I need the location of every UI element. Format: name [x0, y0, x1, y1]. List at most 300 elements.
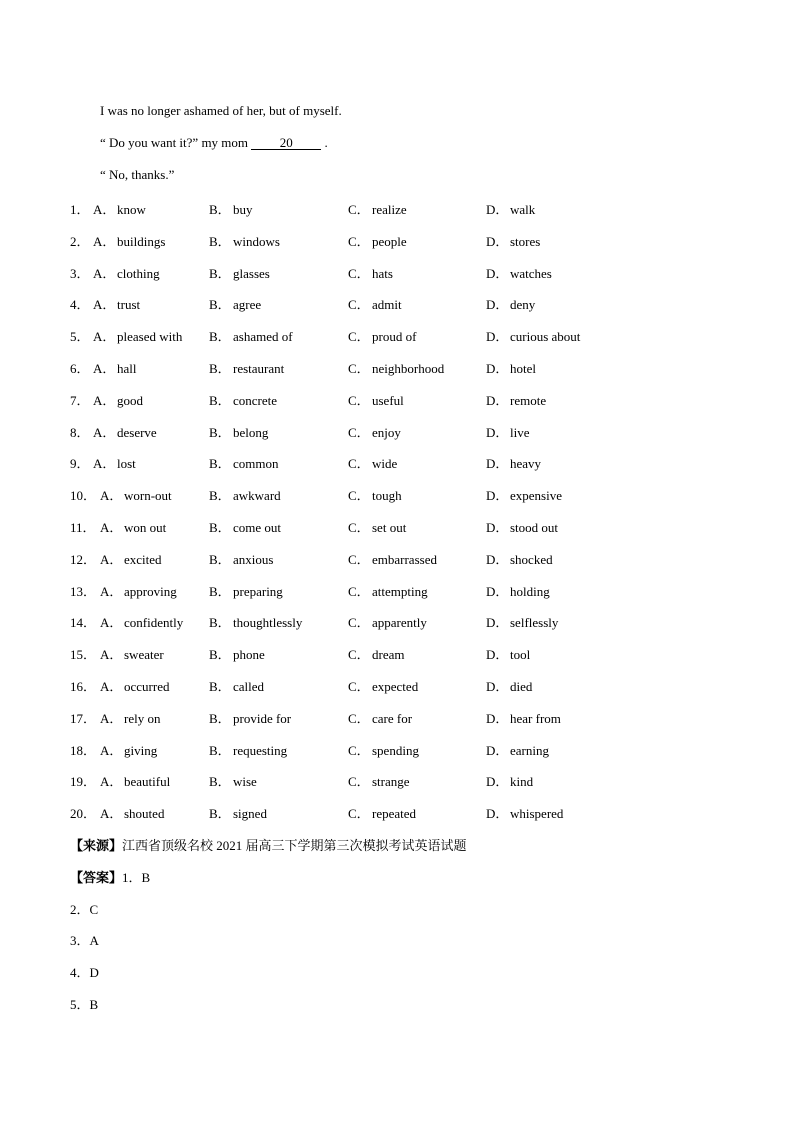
option-letter: B．: [209, 456, 231, 472]
option-text: apparently: [372, 615, 427, 631]
question-number: 5．: [70, 329, 90, 345]
option-c: [348, 485, 402, 504]
option-c: [348, 422, 401, 441]
option-letter: A．: [100, 679, 123, 694]
option-letter: C．: [348, 392, 370, 408]
question-row: [0, 612, 794, 632]
answer-item: 2．C: [70, 902, 99, 917]
option-text: useful: [372, 392, 404, 408]
option-text: tool: [510, 647, 531, 663]
option-letter: B．: [209, 424, 231, 440]
passage-text: .: [321, 135, 328, 150]
option-letter: B．: [209, 742, 231, 758]
option-letter: C．: [348, 583, 370, 599]
option-b: [209, 390, 277, 409]
option-letter: C．: [348, 202, 370, 217]
option-b: [209, 453, 279, 472]
question-row: [0, 422, 794, 442]
option-text: kind: [510, 774, 534, 790]
question-number: 17．: [70, 710, 97, 726]
question-number: 7．: [70, 392, 90, 408]
option-text: lost: [117, 456, 136, 472]
option-letter: C．: [348, 233, 370, 249]
option-letter: A．: [100, 551, 123, 567]
option-text: spending: [372, 742, 419, 758]
option-text: shouted: [124, 806, 165, 822]
option-letter: B．: [209, 774, 231, 790]
option-c: [348, 231, 407, 250]
option-letter: C．: [348, 520, 370, 535]
option-c: [348, 740, 419, 759]
option-b: [209, 326, 293, 345]
option-text: thoughtlessly: [233, 615, 303, 631]
option-letter: A．: [93, 265, 116, 281]
option-a: [100, 740, 157, 759]
option-c: [348, 199, 407, 218]
option-text: admit: [372, 297, 402, 313]
question-row: [0, 644, 794, 664]
option-letter: B．: [209, 710, 231, 726]
option-text: repeated: [372, 806, 417, 822]
option-text: shocked: [510, 551, 553, 567]
option-d: [486, 517, 558, 536]
option-text: remote: [510, 392, 547, 408]
option-letter: A．: [93, 392, 116, 408]
option-letter: A．: [100, 488, 123, 504]
option-letter: A．: [93, 297, 116, 313]
option-text: deny: [510, 297, 536, 313]
option-a: [93, 231, 165, 250]
question-number: 11．: [70, 520, 96, 535]
option-letter: D．: [486, 774, 509, 790]
option-letter: C．: [348, 806, 370, 822]
option-letter: C．: [348, 647, 370, 663]
option-d: [486, 581, 550, 600]
option-letter: A．: [93, 202, 116, 217]
option-letter: B．: [209, 615, 231, 631]
option-c: [348, 263, 393, 282]
passage-line-1: [100, 103, 342, 119]
question-row: [0, 358, 794, 378]
question-number: 12．: [70, 551, 97, 567]
question-number: 10．: [70, 488, 97, 504]
option-d: [486, 263, 552, 282]
option-d: [486, 294, 535, 313]
option-d: [486, 740, 549, 759]
option-text: provide for: [233, 710, 292, 726]
answer-label: 【答案】: [70, 871, 123, 886]
passage-text: I was no longer ashamed of her, but of myself.: [100, 103, 342, 118]
option-text: wise: [233, 774, 257, 790]
option-letter: D．: [486, 488, 509, 504]
option-letter: A．: [93, 361, 116, 376]
option-text: watches: [510, 265, 552, 281]
option-text: belong: [233, 424, 269, 440]
option-c: [348, 390, 404, 409]
option-text: buildings: [117, 233, 166, 249]
option-a: [100, 771, 170, 790]
option-a: [93, 453, 136, 472]
option-text: clothing: [117, 265, 160, 281]
option-d: [486, 708, 561, 727]
option-c: [348, 676, 418, 695]
option-b: [209, 708, 291, 727]
option-d: [486, 231, 540, 250]
option-text: hall: [117, 361, 137, 376]
option-a: [93, 358, 137, 377]
source-text: 江西省顶级名校 2021 届高三下学期第三次模拟考试英语试题: [122, 838, 467, 853]
option-text: dream: [372, 647, 405, 663]
option-letter: C．: [348, 774, 370, 790]
option-d: [486, 358, 536, 377]
option-b: [209, 612, 302, 631]
option-b: [209, 358, 284, 377]
option-text: expensive: [510, 488, 562, 504]
question-number: 4．: [70, 297, 90, 313]
option-text: restaurant: [233, 361, 285, 376]
option-b: [209, 231, 280, 250]
passage-line-2: [100, 135, 328, 151]
option-d: [486, 199, 535, 218]
option-letter: C．: [348, 679, 370, 694]
option-letter: D．: [486, 233, 509, 249]
question-row: [0, 803, 794, 823]
option-a: [93, 199, 146, 218]
option-text: won out: [124, 520, 167, 535]
option-text: heavy: [510, 456, 542, 472]
option-letter: B．: [209, 583, 231, 599]
option-text: requesting: [233, 742, 288, 758]
option-letter: D．: [486, 520, 509, 535]
option-text: hats: [372, 265, 393, 281]
question-number: 2．: [70, 233, 90, 249]
option-text: people: [372, 233, 407, 249]
option-a: [93, 422, 157, 441]
option-text: care for: [372, 710, 413, 726]
option-letter: A．: [93, 233, 116, 249]
option-letter: D．: [486, 329, 509, 345]
option-a: [93, 326, 182, 345]
option-letter: B．: [209, 647, 231, 663]
option-text: realize: [372, 202, 407, 217]
option-text: agree: [233, 297, 262, 313]
option-a: [100, 644, 164, 663]
answer-line-1: [70, 867, 150, 886]
option-letter: D．: [486, 202, 509, 217]
option-text: tough: [372, 488, 402, 504]
option-a: [100, 708, 160, 727]
option-letter: A．: [100, 647, 123, 663]
option-text: walk: [510, 202, 536, 217]
option-letter: B．: [209, 679, 231, 694]
option-letter: D．: [486, 297, 509, 313]
passage-line-3: [100, 167, 174, 183]
option-d: [486, 485, 562, 504]
option-b: [209, 422, 268, 441]
question-row: [0, 581, 794, 601]
option-letter: D．: [486, 583, 509, 599]
option-letter: B．: [209, 233, 231, 249]
option-letter: A．: [93, 329, 116, 345]
option-letter: C．: [348, 265, 370, 281]
option-text: buy: [233, 202, 253, 217]
option-letter: D．: [486, 551, 509, 567]
option-text: come out: [233, 520, 282, 535]
option-letter: B．: [209, 806, 231, 822]
option-b: [209, 740, 287, 759]
option-b: [209, 263, 270, 282]
option-c: [348, 581, 428, 600]
option-text: awkward: [233, 488, 281, 504]
option-letter: C．: [348, 424, 370, 440]
source-line: [70, 835, 467, 854]
question-number: 20．: [70, 806, 97, 822]
question-number: 19．: [70, 774, 97, 790]
option-a: [100, 581, 177, 600]
option-letter: D．: [486, 710, 509, 726]
option-text: whispered: [510, 806, 564, 822]
option-d: [486, 803, 563, 822]
option-text: stood out: [510, 520, 559, 535]
option-text: phone: [233, 647, 265, 663]
blank-20: 20: [251, 136, 321, 150]
option-letter: A．: [100, 583, 123, 599]
answer-line-2: [70, 899, 98, 918]
option-letter: D．: [486, 647, 509, 663]
answer-line-4: [70, 962, 99, 981]
question-number: 9．: [70, 456, 90, 472]
option-a: [93, 294, 140, 313]
option-c: [348, 803, 416, 822]
option-d: [486, 453, 541, 472]
option-b: [209, 517, 281, 536]
question-row: [0, 485, 794, 505]
option-text: live: [510, 424, 530, 440]
option-d: [486, 771, 533, 790]
option-letter: A．: [100, 742, 123, 758]
question-row: [0, 517, 794, 537]
option-a: [100, 612, 183, 631]
question-row: [0, 708, 794, 728]
question-row: [0, 740, 794, 760]
option-text: neighborhood: [372, 361, 445, 376]
option-a: [100, 803, 164, 822]
option-b: [209, 803, 267, 822]
answer-line-3: [70, 930, 99, 949]
option-letter: A．: [93, 424, 116, 440]
option-a: [93, 390, 143, 409]
option-letter: D．: [486, 615, 509, 631]
option-d: [486, 390, 546, 409]
option-letter: C．: [348, 361, 370, 376]
option-letter: B．: [209, 520, 231, 535]
option-text: signed: [233, 806, 267, 822]
option-text: called: [233, 679, 265, 694]
question-number: 15．: [70, 647, 97, 663]
option-text: anxious: [233, 551, 274, 567]
option-text: earning: [510, 742, 549, 758]
option-text: set out: [372, 520, 407, 535]
answer-line-5: [70, 994, 98, 1013]
passage-text: “ No, thanks.”: [100, 167, 175, 182]
option-letter: D．: [486, 456, 509, 472]
option-text: common: [233, 456, 279, 472]
option-text: sweater: [124, 647, 164, 663]
answer-item: 1．B: [122, 870, 151, 885]
option-a: [100, 517, 166, 536]
option-a: [93, 263, 160, 282]
option-text: occurred: [124, 679, 170, 694]
option-letter: D．: [486, 265, 509, 281]
option-b: [209, 676, 264, 695]
option-text: died: [510, 679, 533, 694]
question-row: [0, 771, 794, 791]
option-letter: C．: [348, 329, 370, 345]
option-letter: C．: [348, 710, 370, 726]
option-letter: B．: [209, 488, 231, 504]
option-b: [209, 199, 253, 218]
option-text: proud of: [372, 329, 417, 345]
option-letter: D．: [486, 392, 509, 408]
option-a: [100, 485, 172, 504]
question-number: 16．: [70, 679, 97, 694]
option-letter: B．: [209, 202, 231, 217]
option-text: preparing: [233, 583, 283, 599]
option-text: approving: [124, 583, 177, 599]
question-number: 14．: [70, 615, 97, 631]
option-b: [209, 549, 273, 568]
option-letter: D．: [486, 742, 509, 758]
question-number: 8．: [70, 424, 90, 440]
answer-item: 4．D: [70, 965, 99, 980]
question-row: [0, 326, 794, 346]
option-text: giving: [124, 742, 158, 758]
question-row: [0, 676, 794, 696]
option-letter: B．: [209, 551, 231, 567]
option-text: windows: [233, 233, 280, 249]
option-letter: A．: [100, 774, 123, 790]
option-c: [348, 453, 397, 472]
option-text: curious about: [510, 329, 581, 345]
option-letter: B．: [209, 361, 231, 376]
question-row: [0, 294, 794, 314]
option-a: [100, 549, 162, 568]
option-letter: C．: [348, 551, 370, 567]
option-text: pleased with: [117, 329, 183, 345]
option-d: [486, 676, 532, 695]
option-c: [348, 644, 404, 663]
option-letter: C．: [348, 742, 370, 758]
answer-item: 3．A: [70, 933, 99, 948]
option-text: excited: [124, 551, 162, 567]
option-d: [486, 612, 558, 631]
option-text: enjoy: [372, 424, 401, 440]
option-b: [209, 485, 281, 504]
option-letter: A．: [93, 456, 116, 472]
question-number: 1．: [70, 202, 90, 217]
option-c: [348, 517, 406, 536]
option-text: deserve: [117, 424, 157, 440]
option-letter: D．: [486, 679, 509, 694]
option-letter: A．: [100, 615, 123, 631]
option-text: concrete: [233, 392, 278, 408]
option-a: [100, 676, 169, 695]
option-text: worn-out: [124, 488, 172, 504]
option-text: trust: [117, 297, 141, 313]
option-d: [486, 326, 580, 345]
question-number: 6．: [70, 361, 90, 376]
option-b: [209, 644, 265, 663]
option-text: hotel: [510, 361, 536, 376]
option-c: [348, 294, 402, 313]
option-text: strange: [372, 774, 410, 790]
question-row: [0, 453, 794, 473]
option-d: [486, 422, 530, 441]
question-row: [0, 549, 794, 569]
option-text: holding: [510, 583, 550, 599]
option-letter: B．: [209, 297, 231, 313]
option-text: expected: [372, 679, 419, 694]
option-d: [486, 644, 530, 663]
option-text: embarrassed: [372, 551, 437, 567]
option-c: [348, 358, 444, 377]
option-text: stores: [510, 233, 541, 249]
option-text: wide: [372, 456, 398, 472]
option-letter: B．: [209, 392, 231, 408]
option-letter: C．: [348, 615, 370, 631]
option-c: [348, 612, 427, 631]
option-letter: B．: [209, 265, 231, 281]
option-c: [348, 549, 437, 568]
passage-text: “ Do you want it?” my mom: [100, 135, 252, 150]
option-letter: A．: [100, 806, 123, 822]
option-text: ashamed of: [233, 329, 293, 345]
option-letter: A．: [100, 710, 123, 726]
question-row: [0, 263, 794, 283]
option-letter: D．: [486, 424, 509, 440]
option-b: [209, 581, 283, 600]
option-text: confidently: [124, 615, 184, 631]
question-number: 18．: [70, 742, 97, 758]
option-letter: D．: [486, 806, 509, 822]
option-text: rely on: [124, 710, 161, 726]
option-letter: A．: [100, 520, 123, 535]
option-text: beautiful: [124, 774, 171, 790]
option-b: [209, 771, 257, 790]
option-letter: C．: [348, 297, 370, 313]
option-text: attempting: [372, 583, 428, 599]
option-text: hear from: [510, 710, 561, 726]
option-text: selflessly: [510, 615, 559, 631]
answer-item: 5．B: [70, 997, 99, 1012]
option-c: [348, 326, 416, 345]
option-c: [348, 708, 412, 727]
option-text: know: [117, 202, 146, 217]
option-d: [486, 549, 553, 568]
question-number: 3．: [70, 265, 90, 281]
option-text: glasses: [233, 265, 270, 281]
question-row: [0, 199, 794, 219]
question-row: [0, 231, 794, 251]
source-label: 【来源】: [70, 839, 123, 854]
option-letter: C．: [348, 488, 370, 504]
question-number: 13．: [70, 583, 97, 599]
option-b: [209, 294, 261, 313]
option-letter: D．: [486, 361, 509, 376]
question-row: [0, 390, 794, 410]
option-letter: B．: [209, 329, 231, 345]
option-c: [348, 771, 410, 790]
